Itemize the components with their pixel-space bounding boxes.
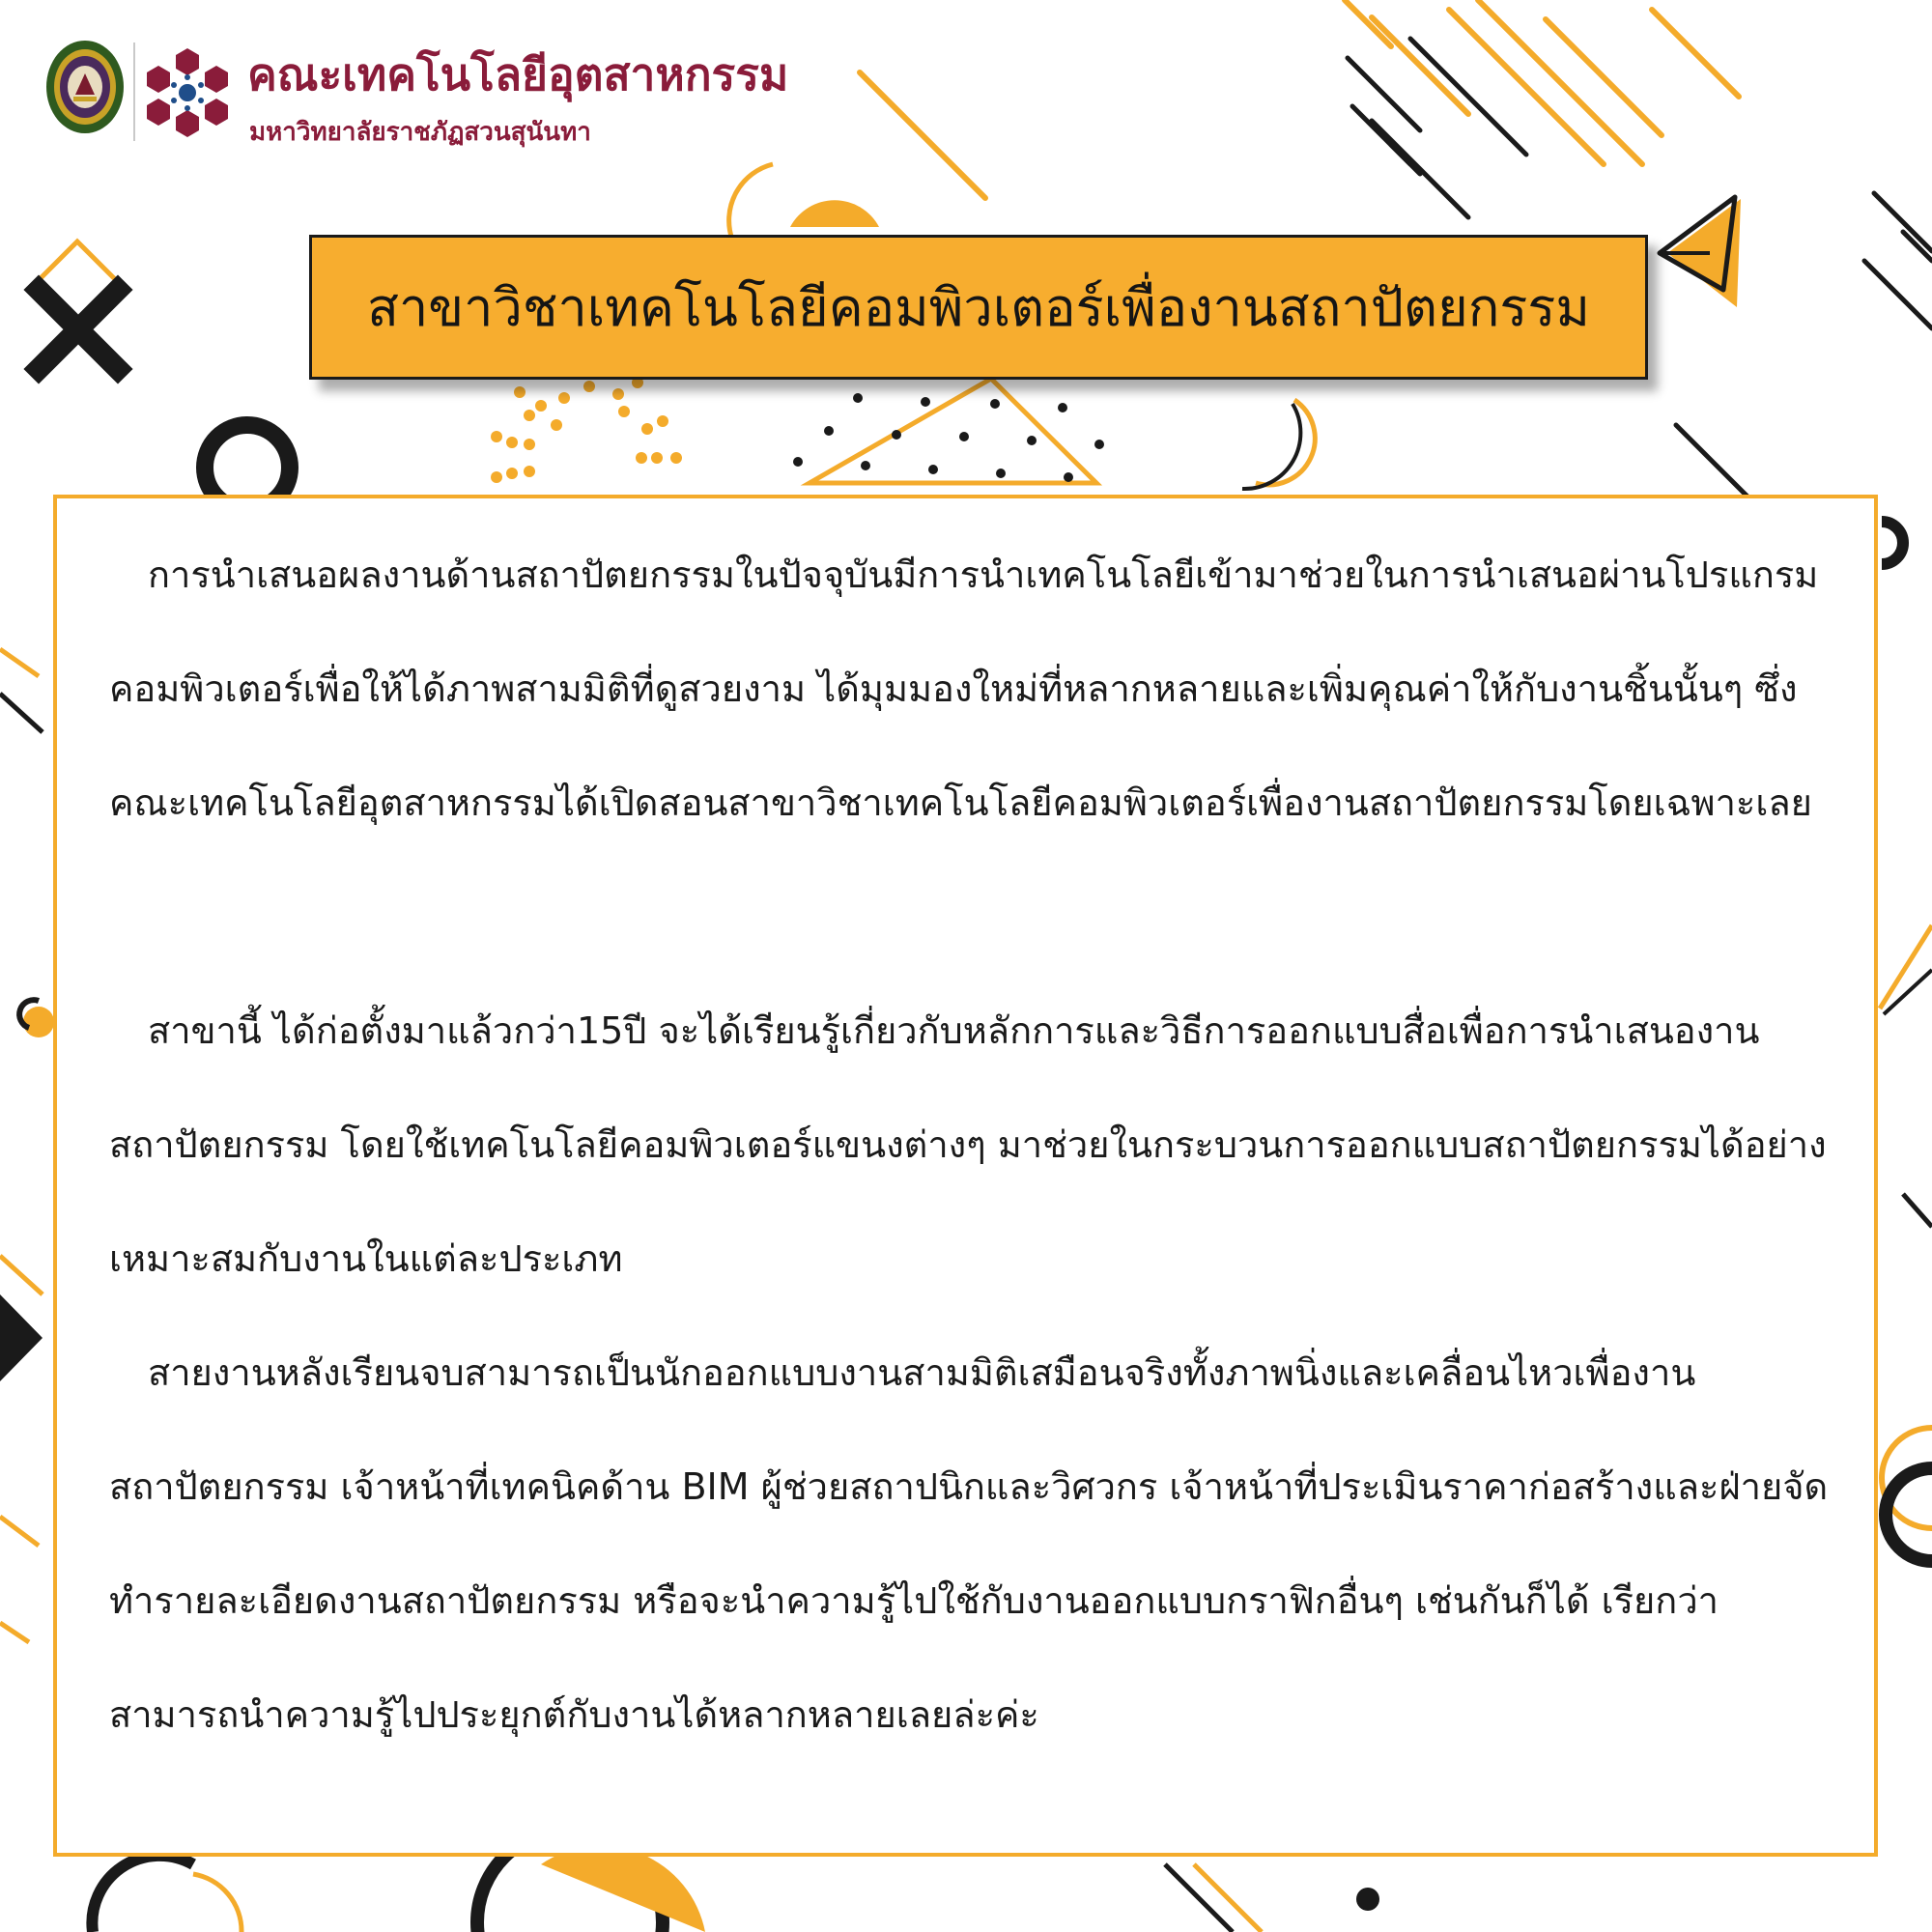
semicircle-outline (729, 164, 773, 240)
title-banner (309, 235, 1648, 380)
faculty-name: คณะเทคโนโลยีอุตสาหกรรม (247, 48, 789, 100)
bottom-arc-left (92, 1856, 193, 1932)
black-dots (793, 393, 1104, 482)
black-triangle-left (0, 1294, 43, 1381)
university-name: มหาวิทยาลัยราชภัฏสวนสุนันทา (249, 118, 591, 147)
black-arc-right (1882, 522, 1903, 564)
paragraph-program-details: สาขานี้ ได้ก่อตั้งมาแล้วกว่า15ปี จะได้เรียนรู้เกี่ยวกับหลักการและวิธีการออกแบบสื่อเพื่อการนำเสนองานสถาปัตยกรรม โดยใช้เทคโนโลยีคอมพิวเตอร์แขนงต่างๆ มาช่วยในกระบวนการออกแบบสถาปัตยกรรมได้อย่างเหมาะสมกับงานในแต่ละประเภท (109, 1009, 1827, 1280)
black-arc-right-bottom (1886, 1468, 1932, 1561)
half-circle-fill (790, 200, 879, 227)
faculty-hexagon-logo-icon (143, 44, 232, 137)
content-box (53, 495, 1878, 1857)
triangle-outline (810, 379, 1096, 483)
logo-divider (133, 43, 135, 141)
university-seal-icon (44, 39, 126, 135)
paragraph-career-paths: สายงานหลังเรียนจบสามารถเป็นนักออกแบบงานสามมิติเสมือนจริงทั้งภาพนิ่งและเคลื่อนไหวเพื่องานสถาปัตยกรรม เจ้าหน้าที่เทคนิคด้าน BIM ผู้ช่วยสถาปนิกและวิศวกร เจ้าหน้าที่ประเมินราคาก่อสร้างและฝ่ายจัดทำรายละเอียดงานสถาปัตยกรรม หรือจะนำความรู้ไปใช้กับงานออกแบบกราฟิกอื่นๆ เช่นกันก็ได้ เรียกว่าสามารถนำความรู้ไปประยุกต์กับงานได้หลากหลายเลยล่ะค่ะ (109, 1351, 1829, 1736)
orange-dots (491, 377, 682, 483)
paper-plane-icon (1660, 197, 1741, 307)
page-title: สาขาวิชาเทคโนโลยีคอมพิวเตอร์เพื่องานสถาปัตยกรรม (366, 277, 1591, 338)
cross-x-icon (29, 242, 126, 369)
paragraph-introduction: การนำเสนอผลงานด้านสถาปัตยกรรมในปัจจุบันมีการนำเทคโนโลยีเข้ามาช่วยในการนำเสนอผ่านโปรแกรมคอมพิวเตอร์เพื่อให้ได้ภาพสามมิติที่ดูสวยงาม ได้มุมมองใหม่ที่หลากหลายและเพิ่มคุณค่าให้กับงานชิ้นนั้นๆ ซึ่งคณะเทคโนโลยีอุตสาหกรรมได้เปิดสอนสาขาวิชาเทคโนโลยีคอมพิวเตอร์เพื่องานสถาปัตยกรรมโดยเฉพาะเลย (109, 554, 1819, 824)
